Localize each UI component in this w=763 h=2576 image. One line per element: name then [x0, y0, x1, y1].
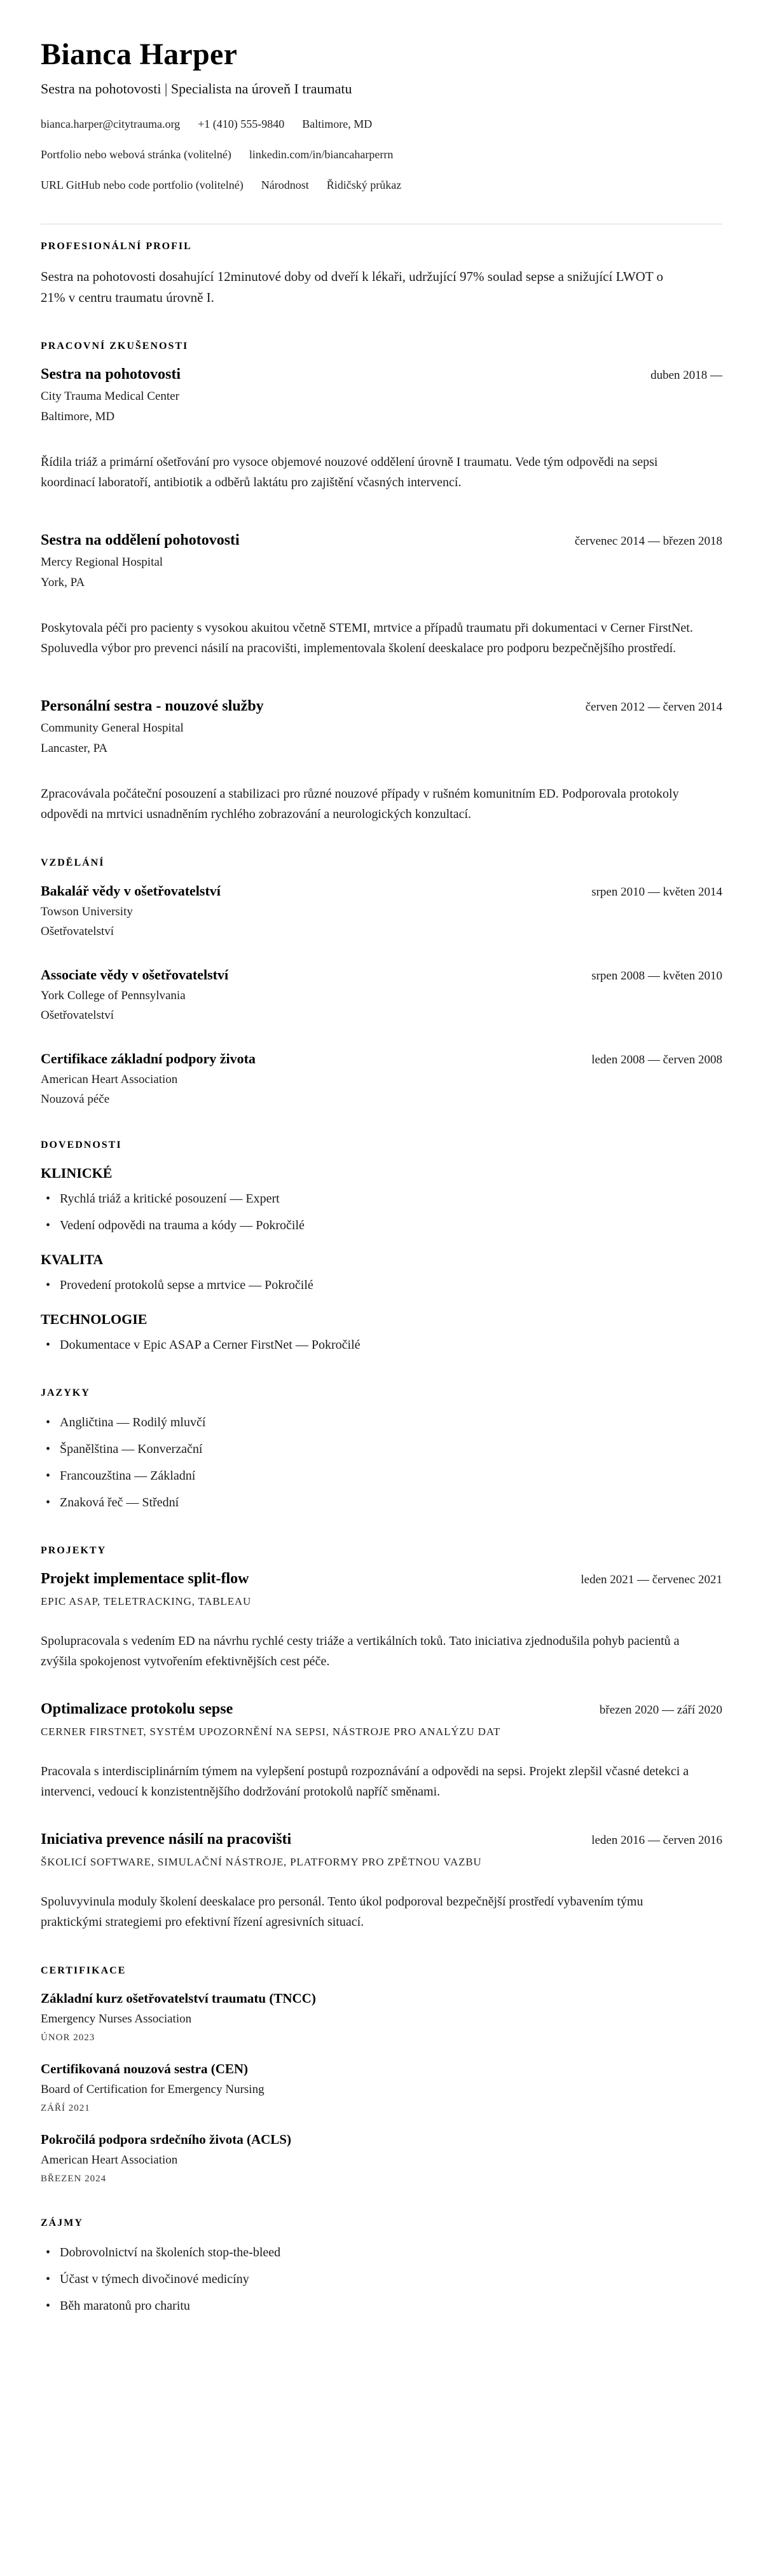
section-heading-skills: DOVEDNOSTI — [41, 1140, 122, 1151]
job-title: Personální sestra - nouzové služby — [41, 698, 264, 715]
school-name: Towson University — [41, 905, 133, 919]
candidate-title: Sestra na pohotovosti | Specialista na úroveň I traumatu — [41, 81, 352, 97]
section-heading-languages: JAZYKY — [41, 1387, 90, 1399]
degree-title: Associate vědy v ošetřovatelství — [41, 967, 229, 983]
certification-date: ÚNOR 2023 — [41, 2033, 95, 2043]
section-heading-education: VZDĚLÁNÍ — [41, 857, 105, 869]
contact-portfolio: Portfolio nebo webová stránka (volitelné) — [41, 148, 231, 161]
certification-issuer: American Heart Association — [41, 2153, 178, 2167]
certification-entry — [41, 1991, 722, 2043]
interest-list — [41, 2243, 722, 2315]
project-title: Optimalizace protokolu sepse — [41, 1701, 233, 1718]
degree-title: Bakalář vědy v ošetřovatelství — [41, 883, 221, 899]
work-entry — [41, 366, 722, 493]
project-title: Projekt implementace split-flow — [41, 1571, 249, 1588]
skill-list — [41, 1189, 722, 1235]
contact-email: bianca.harper@citytrauma.org — [41, 118, 181, 130]
section-heading-certifications: CERTIFIKACE — [41, 1965, 127, 1977]
work-entry-head — [41, 698, 722, 715]
skill-item: • Provedení protokolů sepse a mrtvice — Pokročilé — [41, 1276, 722, 1295]
language-item: • Španělština — Konverzační — [41, 1440, 722, 1459]
project-entry-head — [41, 1831, 722, 1848]
contact-row-2 — [41, 148, 722, 161]
degree-dates: srpen 2010 — květen 2014 — [591, 885, 722, 899]
project-tech: EPIC ASAP, TELETRACKING, TABLEAU — [41, 1595, 252, 1608]
project-entry-head — [41, 1701, 722, 1718]
language-item: • Znaková řeč — Střední — [41, 1493, 722, 1512]
project-entry — [41, 1701, 722, 1802]
skill-group-technology — [41, 1311, 722, 1354]
education-entry-head — [41, 883, 722, 899]
job-description: Poskytovala péči pro pacienty s vysokou akuitou včetně STEMI, mrtvice a případů traumatu při dokumentaci v Cerner FirstNet. Spoluvedla výbor pro prevenci násilí na pracovišti, implementovala školení deeskalace pro podporu bezpečnějšího prostředí. — [41, 621, 693, 656]
project-tech: ŠKOLICÍ SOFTWARE, SIMULAČNÍ NÁSTROJE, PLATFORMY PRO ZPĚTNOU VAZBU — [41, 1856, 482, 1869]
job-description: Řídila triáž a primární ošetřování pro vysoce objemové nouzové oddělení úrovně I traumatu. Vede tým odpovědi na sepsi koordinací laboratoří, antibiotik a odběrů laktátu pro zajištění včasných intervencí. — [41, 455, 658, 490]
education-entry-head — [41, 967, 722, 983]
certification-entry — [41, 2132, 722, 2184]
contact-linkedin: linkedin.com/in/biancaharperrn — [249, 148, 394, 161]
job-location: York, PA — [41, 576, 85, 590]
section-heading-projects: PROJEKTY — [41, 1545, 107, 1557]
skill-item: • Vedení odpovědi na trauma a kódy — Pokročilé — [41, 1216, 722, 1235]
contact-phone: +1 (410) 555-9840 — [198, 118, 285, 130]
skill-list — [41, 1335, 722, 1354]
education-entry — [41, 883, 722, 939]
degree-title: Certifikace základní podpory života — [41, 1051, 256, 1067]
project-dates: leden 2016 — červen 2016 — [591, 1834, 722, 1848]
language-list — [41, 1413, 722, 1512]
job-company: Mercy Regional Hospital — [41, 555, 163, 569]
degree-dates: leden 2008 — červen 2008 — [591, 1053, 722, 1067]
skill-group-quality — [41, 1251, 722, 1295]
project-description: Pracovala s interdisciplinárním týmem na vylepšení postupů rozpoznávání a odpovědi na sepsi. Projekt zlepšil včasné detekci a intervenci, vedoucí k konzistentnějšího dodržování protokolů napříč směnami. — [41, 1764, 689, 1799]
candidate-name: Bianca Harper — [41, 37, 238, 71]
project-tech: CERNER FIRSTNET, SYSTÉM UPOZORNĚNÍ NA SEPSI, NÁSTROJE PRO ANALÝZU DAT — [41, 1726, 501, 1738]
project-entry-head — [41, 1571, 722, 1588]
work-entry — [41, 532, 722, 658]
certification-issuer: Emergency Nurses Association — [41, 2012, 192, 2026]
section-work — [41, 341, 722, 824]
project-entry — [41, 1571, 722, 1672]
project-description: Spolupracovala s vedením ED na návrhu rychlé cesty triáže a vertikálních toků. Tato iniciativa zjednodušila pohyb pacientů a zvýšila spokojenost vytvořením efektivnějších cest péče. — [41, 1634, 680, 1669]
interest-item: • Dobrovolnictví na školeních stop-the-bleed — [41, 2243, 722, 2262]
job-location: Baltimore, MD — [41, 410, 115, 424]
section-skills — [41, 1140, 722, 1354]
certification-issuer: Board of Certification for Emergency Nursing — [41, 2083, 265, 2097]
section-interests — [41, 2218, 722, 2315]
section-heading-work: PRACOVNÍ ZKUŠENOSTI — [41, 341, 189, 352]
language-item: • Francouzština — Základní — [41, 1466, 722, 1485]
contact-row-1 — [41, 118, 722, 131]
job-company: Community General Hospital — [41, 721, 184, 735]
field-of-study: Nouzová péče — [41, 1093, 110, 1107]
job-dates: červen 2012 — červen 2014 — [585, 700, 722, 714]
education-entry — [41, 967, 722, 1023]
job-dates: duben 2018 — — [650, 369, 722, 383]
section-education — [41, 857, 722, 1107]
work-entry-head — [41, 366, 722, 383]
job-company: City Trauma Medical Center — [41, 390, 179, 404]
project-entry — [41, 1831, 722, 1932]
section-projects — [41, 1545, 722, 1932]
certification-date: BŘEZEN 2024 — [41, 2174, 107, 2184]
project-description: Spoluvyvinula moduly školení deeskalace pro personál. Tento úkol podporoval bezpečnější prostředí vybavením týmu praktickými strategiemi pro efektivní řízení agresivních situací. — [41, 1895, 643, 1930]
interest-item: • Běh maratonů pro charitu — [41, 2296, 722, 2315]
contact-driving-license: Řidičský průkaz — [326, 179, 402, 191]
contact-location: Baltimore, MD — [302, 118, 373, 130]
work-entry-head — [41, 532, 722, 549]
school-name: American Heart Association — [41, 1073, 178, 1087]
skill-item: • Rychlá triáž a kritické posouzení — Expert — [41, 1189, 722, 1208]
school-name: York College of Pennsylvania — [41, 989, 186, 1003]
interest-item: • Účast v týmech divočinové medicíny — [41, 2270, 722, 2289]
field-of-study: Ošetřovatelství — [41, 925, 114, 939]
section-heading-profile: PROFESIONÁLNÍ PROFIL — [41, 241, 192, 252]
degree-dates: srpen 2008 — květen 2010 — [591, 969, 722, 983]
certification-date: ZÁŘÍ 2021 — [41, 2103, 90, 2114]
contact-info — [41, 118, 722, 192]
contact-row-3 — [41, 179, 722, 192]
contact-github: URL GitHub nebo code portfolio (volitelné) — [41, 179, 244, 191]
job-location: Lancaster, PA — [41, 742, 108, 756]
skill-list — [41, 1276, 722, 1295]
certification-entry — [41, 2061, 722, 2114]
section-languages — [41, 1387, 722, 1512]
project-dates: leden 2021 — červenec 2021 — [581, 1573, 722, 1587]
job-dates: červenec 2014 — březen 2018 — [574, 535, 722, 549]
field-of-study: Ošetřovatelství — [41, 1009, 114, 1023]
section-heading-interests: ZÁJMY — [41, 2218, 83, 2229]
project-dates: březen 2020 — září 2020 — [599, 1703, 722, 1717]
section-certifications — [41, 1965, 722, 2184]
section-profile — [41, 241, 722, 308]
profile-text: Sestra na pohotovosti dosahující 12minutové doby od dveří k lékaři, udržující 97% soulad sepse a snižující LWOT o 21% v centru traumatu úrovně I. — [41, 269, 664, 305]
skill-group-name: KLINICKÉ — [41, 1165, 113, 1182]
job-title: Sestra na oddělení pohotovosti — [41, 532, 240, 549]
certification-title: Pokročilá podpora srdečního života (ACLS) — [41, 2132, 291, 2148]
work-entry — [41, 698, 722, 824]
contact-nationality: Národnost — [261, 179, 309, 191]
education-entry — [41, 1051, 722, 1107]
job-title: Sestra na pohotovosti — [41, 366, 181, 383]
certification-title: Certifikovaná nouzová sestra (CEN) — [41, 2061, 249, 2077]
skill-group-name: KVALITA — [41, 1251, 104, 1268]
resume-header — [41, 37, 722, 192]
education-entry-head — [41, 1051, 722, 1067]
skill-item: • Dokumentace v Epic ASAP a Cerner FirstNet — Pokročilé — [41, 1335, 722, 1354]
skill-group-name: TECHNOLOGIE — [41, 1311, 148, 1328]
skill-group-clinical — [41, 1165, 722, 1235]
certification-title: Základní kurz ošetřovatelství traumatu (TNCC) — [41, 1991, 316, 2007]
language-item: • Angličtina — Rodilý mluvčí — [41, 1413, 722, 1432]
project-title: Iniciativa prevence násilí na pracovišti — [41, 1831, 292, 1848]
job-description: Zpracovávala počáteční posouzení a stabilizaci pro různé nouzové případy v rušném komunitním ED. Podporovala protokoly odpovědi na mrtvici usnadněním rychlého zobrazování a neurologických konzultací. — [41, 787, 679, 822]
